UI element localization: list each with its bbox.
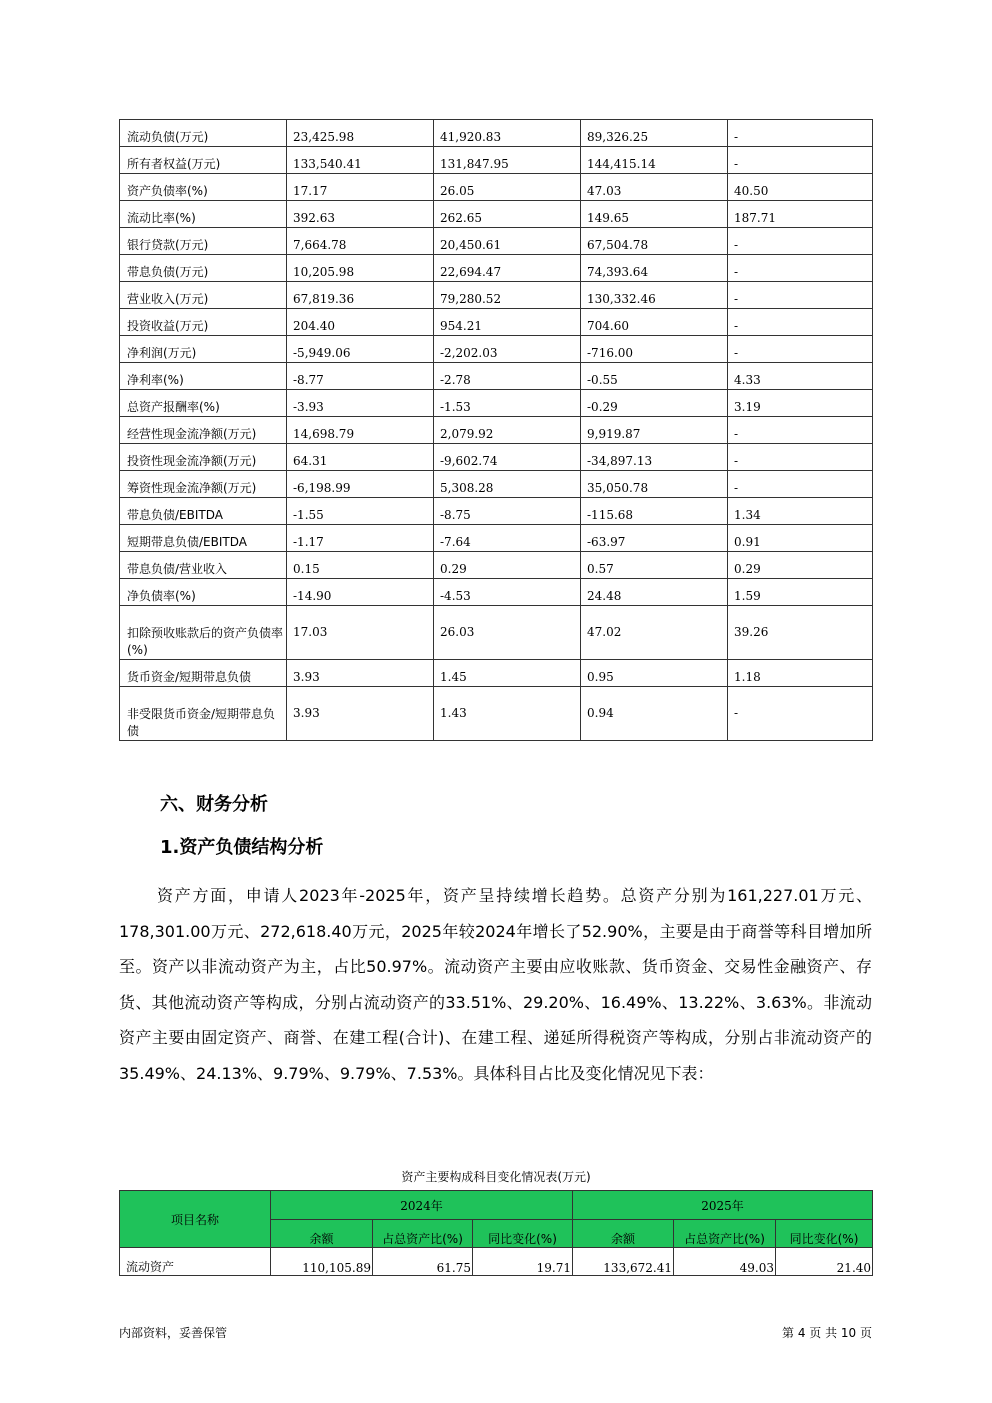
metrics-table-body	[120, 120, 873, 741]
metric-label: 所有者权益(万元)	[120, 147, 287, 174]
metric-value: -	[728, 417, 873, 444]
metric-value: 23,425.98	[287, 120, 434, 147]
metric-label: 营业收入(万元)	[120, 282, 287, 309]
metric-value: 64.31	[287, 444, 434, 471]
metric-value: -	[728, 147, 873, 174]
metric-value: 149.65	[581, 201, 728, 228]
table-row	[120, 120, 873, 147]
metric-label: 带息负债(万元)	[120, 255, 287, 282]
metric-label: 投资性现金流净额(万元)	[120, 444, 287, 471]
metric-value: 1.45	[434, 660, 581, 687]
metric-label: 货币资金/短期带息负债	[120, 660, 287, 687]
metric-value: 1.43	[434, 687, 581, 741]
metric-value: 41,920.83	[434, 120, 581, 147]
table-row	[120, 201, 873, 228]
metric-label: 净利率(%)	[120, 363, 287, 390]
metric-value: 26.03	[434, 606, 581, 660]
metric-label: 投资收益(万元)	[120, 309, 287, 336]
metric-value: 17.17	[287, 174, 434, 201]
metric-value: 9,919.87	[581, 417, 728, 444]
metric-value: 704.60	[581, 309, 728, 336]
table-row	[120, 390, 873, 417]
metric-value: 35,050.78	[581, 471, 728, 498]
metric-value: 74,393.64	[581, 255, 728, 282]
metric-value: -	[728, 282, 873, 309]
metric-label: 短期带息负债/EBITDA	[120, 525, 287, 552]
table-row	[120, 579, 873, 606]
table-row	[120, 471, 873, 498]
metric-value: 0.15	[287, 552, 434, 579]
metric-value: -5,949.06	[287, 336, 434, 363]
metric-label: 流动负债(万元)	[120, 120, 287, 147]
header-year-2025: 2025年	[573, 1191, 873, 1220]
asset-value: 110,105.89	[271, 1248, 373, 1276]
metric-value: 26.05	[434, 174, 581, 201]
header-yoy-2024: 同比变化(%)	[473, 1220, 573, 1248]
header-year-2024: 2024年	[271, 1191, 573, 1220]
metric-value: 79,280.52	[434, 282, 581, 309]
metric-label: 总资产报酬率(%)	[120, 390, 287, 417]
header-balance-2024: 余额	[271, 1220, 373, 1248]
metric-value: 3.93	[287, 660, 434, 687]
table-row	[120, 687, 873, 741]
metric-value: -6,198.99	[287, 471, 434, 498]
metric-value: -2,202.03	[434, 336, 581, 363]
metric-value: 7,664.78	[287, 228, 434, 255]
table-row	[120, 552, 873, 579]
metric-value: 1.18	[728, 660, 873, 687]
metric-value: 4.33	[728, 363, 873, 390]
metric-value: -9,602.74	[434, 444, 581, 471]
metric-value: 14,698.79	[287, 417, 434, 444]
header-yoy-2025: 同比变化(%)	[776, 1220, 873, 1248]
metric-label: 经营性现金流净额(万元)	[120, 417, 287, 444]
metric-value: 39.26	[728, 606, 873, 660]
metric-value: 392.63	[287, 201, 434, 228]
asset-table-body	[120, 1248, 873, 1276]
metric-value: -	[728, 228, 873, 255]
metric-value: 47.03	[581, 174, 728, 201]
table-row	[120, 1248, 873, 1276]
metric-value: 89,326.25	[581, 120, 728, 147]
metric-value: 144,415.14	[581, 147, 728, 174]
asset-value: 19.71	[473, 1248, 573, 1276]
metric-value: 0.29	[728, 552, 873, 579]
header-item-name: 项目名称	[120, 1191, 271, 1248]
subsection-heading: 1.资产负债结构分析	[160, 837, 324, 858]
table-row	[120, 606, 873, 660]
metric-value: 67,819.36	[287, 282, 434, 309]
metric-value: -	[728, 336, 873, 363]
table-row	[120, 417, 873, 444]
metric-value: 133,540.41	[287, 147, 434, 174]
table-row	[120, 147, 873, 174]
metric-value: 5,308.28	[434, 471, 581, 498]
metric-value: -1.55	[287, 498, 434, 525]
metric-value: 3.93	[287, 687, 434, 741]
asset-value: 49.03	[674, 1248, 776, 1276]
metric-value: 0.94	[581, 687, 728, 741]
metric-value: 0.57	[581, 552, 728, 579]
table-row	[120, 282, 873, 309]
metric-value: -2.78	[434, 363, 581, 390]
footer-page-number: 第 4 页 共 10 页	[782, 1326, 872, 1340]
metric-value: 262.65	[434, 201, 581, 228]
metric-value: -	[728, 471, 873, 498]
metric-value: 17.03	[287, 606, 434, 660]
header-share-2025: 占总资产比(%)	[674, 1220, 776, 1248]
metric-value: 0.29	[434, 552, 581, 579]
asset-value: 61.75	[373, 1248, 473, 1276]
metric-value: -4.53	[434, 579, 581, 606]
metric-value: 67,504.78	[581, 228, 728, 255]
table-row	[120, 660, 873, 687]
metric-value: 10,205.98	[287, 255, 434, 282]
metric-value: -	[728, 444, 873, 471]
table-row	[120, 228, 873, 255]
financial-metrics-table	[119, 119, 873, 741]
metric-label: 筹资性现金流净额(万元)	[120, 471, 287, 498]
asset-value: 133,672.41	[573, 1248, 674, 1276]
metric-label: 扣除预收账款后的资产负债率(%)	[120, 606, 287, 660]
metric-value: -	[728, 120, 873, 147]
asset-item-label: 流动资产	[120, 1248, 271, 1276]
metric-label: 资产负债率(%)	[120, 174, 287, 201]
metric-value: 1.34	[728, 498, 873, 525]
metric-value: -1.53	[434, 390, 581, 417]
metric-value: -8.75	[434, 498, 581, 525]
metric-value: -	[728, 687, 873, 741]
metric-value: -	[728, 309, 873, 336]
table-row	[120, 498, 873, 525]
metric-value: 47.02	[581, 606, 728, 660]
metric-label: 非受限货币资金/短期带息负债	[120, 687, 287, 741]
metric-label: 净负债率(%)	[120, 579, 287, 606]
table-row	[120, 174, 873, 201]
metric-value: -63.97	[581, 525, 728, 552]
metric-value: -	[728, 255, 873, 282]
asset-table-caption: 资产主要构成科目变化情况表(万元)	[401, 1170, 591, 1184]
metric-value: 3.19	[728, 390, 873, 417]
section-heading: 六、财务分析	[160, 794, 268, 815]
table-row	[120, 444, 873, 471]
metric-value: 187.71	[728, 201, 873, 228]
metric-value: -0.29	[581, 390, 728, 417]
metric-value: -14.90	[287, 579, 434, 606]
metric-label: 带息负债/EBITDA	[120, 498, 287, 525]
metric-value: -0.55	[581, 363, 728, 390]
metric-value: 24.48	[581, 579, 728, 606]
metric-label: 流动比率(%)	[120, 201, 287, 228]
header-balance-2025: 余额	[573, 1220, 674, 1248]
metric-value: -115.68	[581, 498, 728, 525]
metric-value: 2,079.92	[434, 417, 581, 444]
metric-value: -7.64	[434, 525, 581, 552]
table-row	[120, 309, 873, 336]
metric-value: 40.50	[728, 174, 873, 201]
metric-value: 1.59	[728, 579, 873, 606]
table-row	[120, 363, 873, 390]
metric-value: 0.95	[581, 660, 728, 687]
metric-value: 130,332.46	[581, 282, 728, 309]
table-row	[120, 525, 873, 552]
analysis-paragraph: 资产方面，申请人2023年-2025年，资产呈持续增长趋势。总资产分别为161,227.01万元、178,301.00万元、272,618.40万元，2025年较2024年增长了52.90%，主要是由于商誉等科目增加所至。资产以非流动资产为主，占比50.97%。流动资产主要由应收账款、货币资金、交易性金融资产、存货、其他流动资产等构成，分别占流动资产的33.51%、29.20%、16.49%、13.22%、3.63%。非流动资产主要由固定资产、商誉、在建工程(合计)、在建工程、递延所得税资产等构成，分别占非流动资产的35.49%、24.13%、9.79%、9.79%、7.53%。具体科目占比及变化情况见下表：	[119, 886, 872, 1083]
metric-value: -8.77	[287, 363, 434, 390]
metric-label: 带息负债/营业收入	[120, 552, 287, 579]
asset-value: 21.40	[776, 1248, 873, 1276]
table-row	[120, 255, 873, 282]
table-row	[120, 336, 873, 363]
metric-value: 204.40	[287, 309, 434, 336]
metric-label: 银行贷款(万元)	[120, 228, 287, 255]
metric-label: 净利润(万元)	[120, 336, 287, 363]
metric-value: 131,847.95	[434, 147, 581, 174]
metric-value: -34,897.13	[581, 444, 728, 471]
metric-value: 22,694.47	[434, 255, 581, 282]
metric-value: -716.00	[581, 336, 728, 363]
metric-value: -1.17	[287, 525, 434, 552]
footer-confidential-note: 内部资料，妥善保管	[119, 1326, 228, 1340]
asset-composition-table	[119, 1190, 873, 1276]
metric-value: 20,450.61	[434, 228, 581, 255]
metric-value: -3.93	[287, 390, 434, 417]
metric-value: 954.21	[434, 309, 581, 336]
header-share-2024: 占总资产比(%)	[373, 1220, 473, 1248]
metric-value: 0.91	[728, 525, 873, 552]
